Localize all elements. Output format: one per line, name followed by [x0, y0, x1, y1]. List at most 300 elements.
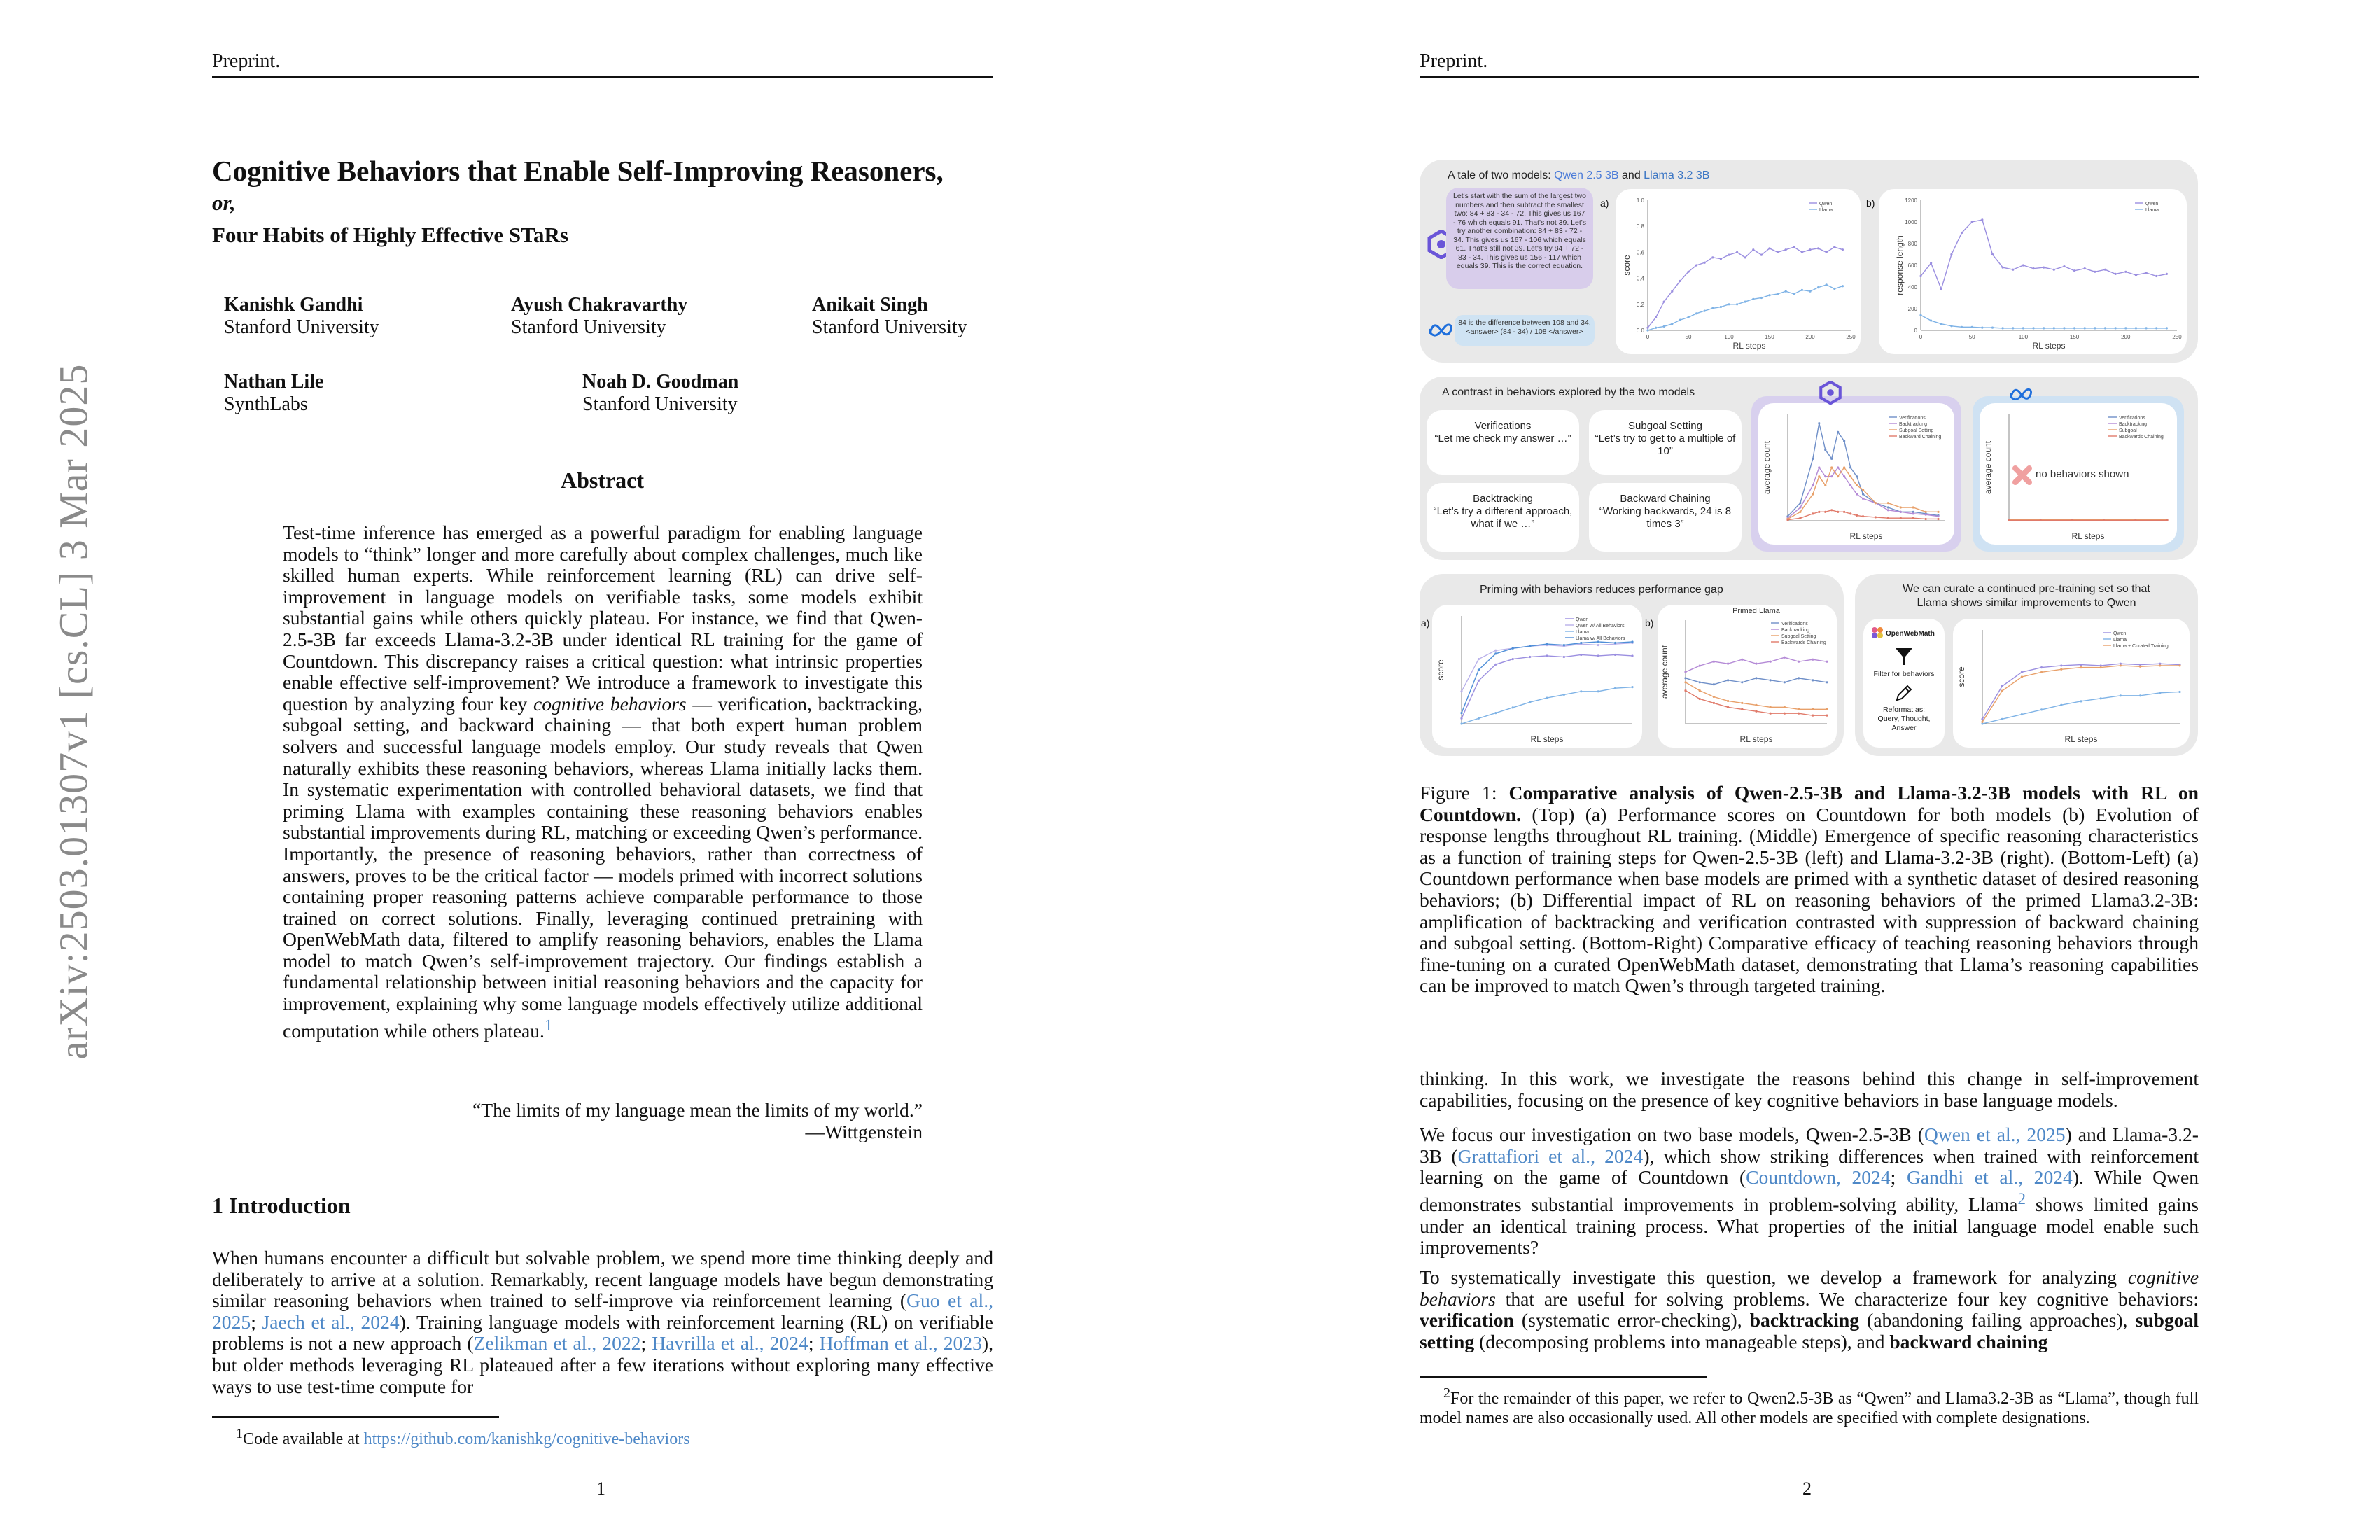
data-point — [2043, 267, 2045, 269]
data-point — [2084, 267, 2086, 270]
data-point — [1663, 326, 1665, 328]
data-point — [1512, 648, 1514, 650]
data-point — [1741, 659, 1743, 661]
y-tick-label: 1000 — [1905, 219, 1917, 225]
data-point — [1695, 312, 1698, 314]
reformat-label: Reformat as: Query, Thought, Answer — [1877, 706, 1931, 732]
citation-link[interactable]: Jaech et al., 2024 — [262, 1310, 400, 1333]
data-point — [1826, 251, 1828, 253]
data-point — [2060, 664, 2062, 666]
running-head: Preprint. — [212, 50, 281, 72]
data-point — [1830, 475, 1833, 477]
data-point — [1950, 325, 1952, 327]
citation-link[interactable]: Guo et al., 2025 — [212, 1289, 993, 1333]
data-point — [1887, 502, 1889, 504]
subfigure-label: b) — [1866, 197, 1875, 209]
x-tick-label: 0 — [1646, 334, 1650, 340]
paper-title: Cognitive Behaviors that Enable Self-Improving Reasoners, — [212, 155, 944, 187]
data-point — [1887, 509, 1889, 511]
data-point — [1646, 327, 1648, 329]
data-point — [1529, 701, 1531, 704]
data-point — [1912, 506, 1914, 508]
data-point — [1760, 297, 1763, 299]
data-point — [1801, 251, 1803, 253]
data-point — [1728, 303, 1730, 305]
paper-subtitle: Four Habits of Highly Effective STaRs — [212, 223, 568, 247]
response-length-chart-plot — [1879, 189, 2187, 354]
legend-entry: Qwen — [1819, 202, 1833, 206]
data-point — [1887, 506, 1889, 508]
data-point — [1798, 677, 1800, 679]
data-point — [1875, 502, 1877, 504]
data-point — [2080, 666, 2082, 668]
data-point — [1741, 708, 1743, 710]
data-point — [1704, 262, 1706, 264]
y-tick-label: 0.0 — [1636, 328, 1644, 334]
data-point — [1887, 517, 1889, 519]
data-point — [2178, 691, 2180, 693]
data-point — [1842, 285, 1844, 287]
panel-title: We can curate a continued pre-training set so that Llama shows similar improvements to Qwen — [1903, 583, 2150, 609]
data-point — [1812, 715, 1814, 717]
figure-1 — [1420, 160, 2198, 762]
curation-pipeline — [1863, 619, 1945, 748]
footnote: $^1$Code available at https://github.com/kanishkg/cognitive-behaviors — [236, 1426, 690, 1448]
epigraph: “The limits of my language mean the limits of my world.” —Wittgenstein — [472, 1099, 923, 1142]
behavior-card-verifications: Verifications “Let me check my answer …” — [1427, 410, 1579, 475]
data-point — [1736, 303, 1738, 305]
x-axis-label: RL steps — [2032, 341, 2066, 351]
citation-link[interactable]: Countdown, 2024 — [1746, 1166, 1891, 1189]
x-tick-label: 200 — [1805, 334, 1815, 340]
data-point — [1712, 307, 1714, 309]
y-tick-label: 0.8 — [1636, 223, 1644, 230]
data-point — [2040, 666, 2043, 668]
author: Kanishk Gandhi Stanford University — [224, 294, 379, 338]
data-point — [1546, 696, 1548, 699]
legend-entry: Llama + Curated Training — [2113, 644, 2169, 649]
paragraph: thinking. In this work, we investigate the reasons behind this change in self-improvement capabilities, focusing on the presence of key cognitive behaviors in base language models. — [1420, 1068, 2199, 1111]
data-point — [1793, 246, 1795, 248]
data-point — [1631, 640, 1633, 643]
behavior-card-subgoal: Subgoal Setting “Let’s try to get to a multiple of 10” — [1589, 410, 1742, 475]
data-point — [1785, 248, 1787, 251]
header-rule — [212, 76, 993, 78]
data-point — [1460, 718, 1462, 720]
data-point — [1833, 246, 1835, 248]
data-point — [1818, 422, 1820, 424]
data-point — [2135, 327, 2137, 329]
data-point — [1478, 680, 1480, 682]
data-point — [2060, 668, 2062, 671]
legend-entry: Qwen — [2146, 202, 2159, 206]
data-point — [1597, 690, 1600, 692]
data-point — [1900, 506, 1902, 508]
data-point — [1494, 650, 1497, 652]
x-tick-label: 250 — [2172, 334, 2182, 340]
data-point — [1460, 690, 1462, 692]
data-point — [1460, 712, 1462, 714]
data-point — [1824, 511, 1826, 513]
data-point — [1818, 511, 1820, 513]
author: Anikait Singh Stanford University — [812, 294, 967, 338]
data-point — [1580, 690, 1582, 692]
data-point — [1687, 271, 1689, 273]
filter-icon — [1894, 647, 1914, 666]
data-point — [2104, 327, 2106, 329]
data-point — [1768, 247, 1770, 249]
data-point — [1801, 289, 1803, 291]
data-point — [1862, 489, 1864, 491]
data-point — [2073, 270, 2076, 272]
y-axis-label: score — [1956, 666, 1966, 687]
data-point — [1736, 251, 1738, 253]
data-point — [2021, 713, 2023, 715]
data-point — [1925, 518, 1927, 520]
behavior-card-backtracking: Backtracking “Let’s try a different approach, what if we …” — [1427, 483, 1579, 552]
data-point — [1699, 665, 1701, 667]
data-point — [2135, 274, 2137, 276]
data-point — [1785, 290, 1787, 293]
data-point — [1818, 475, 1820, 477]
citation-link[interactable]: Gandhi et al., 2024 — [1906, 1166, 2073, 1189]
running-head: Preprint. — [1420, 50, 1488, 72]
data-point — [1837, 431, 1839, 433]
data-point — [1770, 713, 1772, 715]
data-point — [1687, 316, 1689, 318]
data-point — [1798, 713, 1800, 715]
response-length-chart — [1879, 189, 2187, 354]
primed-score-plot — [1432, 605, 1642, 748]
score-chart-plot — [1616, 189, 1861, 354]
data-point — [2124, 271, 2127, 273]
data-point — [1478, 658, 1480, 660]
pencil-icon — [1894, 683, 1914, 703]
page-number: 1 — [596, 1478, 606, 1499]
data-point — [1784, 657, 1786, 659]
series-line — [1648, 247, 1842, 328]
header-rule — [1420, 76, 2199, 78]
filter-label: Filter for behaviors — [1873, 670, 1935, 678]
data-point — [1856, 493, 1858, 495]
y-tick-label: 0 — [1914, 328, 1917, 334]
data-point — [2134, 519, 2136, 522]
data-point — [1684, 681, 1686, 683]
citation-link[interactable]: Grattafiori et al., 2024 — [1457, 1144, 1644, 1167]
data-point — [2084, 327, 2086, 329]
data-point — [1812, 659, 1814, 661]
page-number: 2 — [1802, 1478, 1812, 1499]
data-point — [1991, 327, 1994, 329]
y-axis-label: response length — [1895, 235, 1905, 295]
data-point — [1699, 698, 1701, 700]
primed-score-chart — [1432, 605, 1642, 748]
code-link[interactable]: https://github.com/kanishkg/cognitive-behaviors — [363, 1430, 690, 1448]
data-point — [1631, 654, 1633, 657]
x-tick-label: 100 — [1724, 334, 1734, 340]
legend-entry: Backtracking — [1782, 628, 1810, 633]
data-point — [1826, 661, 1828, 663]
data-point — [2166, 327, 2168, 329]
data-point — [1704, 310, 1706, 312]
data-point — [2001, 718, 2003, 720]
legend-entry: Llama — [2146, 208, 2160, 213]
x-tick-label: 150 — [1765, 334, 1774, 340]
data-point — [1799, 506, 1801, 508]
data-point — [1741, 702, 1743, 704]
data-point — [1812, 679, 1814, 681]
data-point — [1546, 654, 1548, 657]
data-point — [1793, 293, 1795, 295]
data-point — [2040, 671, 2043, 673]
arxiv-stamp: arXiv:2503.01307v1 [cs.CL] 3 Mar 2025 — [50, 363, 97, 1060]
x-axis-label: RL steps — [1732, 341, 1766, 351]
citation-link[interactable]: Hoffman et al., 2023 — [819, 1332, 982, 1354]
series-line — [1462, 642, 1632, 713]
data-point — [1826, 284, 1828, 286]
data-point — [1930, 262, 1932, 264]
data-point — [1713, 661, 1715, 663]
series-line — [1982, 692, 2180, 724]
curated-score-plot — [1953, 619, 2190, 748]
data-point — [1727, 679, 1729, 681]
series-line — [1462, 654, 1632, 718]
data-point — [1837, 511, 1839, 513]
data-point — [1512, 706, 1514, 708]
data-point — [1981, 327, 1983, 329]
data-point — [2159, 664, 2161, 666]
data-point — [1833, 288, 1835, 290]
data-point — [1826, 708, 1828, 710]
data-point — [1786, 519, 1788, 521]
data-point — [2094, 271, 2096, 273]
x-tick-label: 150 — [2069, 334, 2080, 340]
panel-curated-pretraining — [1855, 574, 2198, 756]
data-point — [1817, 247, 1819, 249]
data-point — [1809, 248, 1811, 251]
data-point — [1684, 671, 1686, 673]
data-point — [1849, 475, 1851, 477]
data-point — [1799, 502, 1801, 504]
data-point — [2002, 267, 2004, 269]
series-line — [1462, 643, 1632, 692]
qwen-response-bubble: Let's start with the sum of the largest two numbers and then subtract the smallest two: 84 + 83 - 34 - 72. This gives us 167 - 76 which equals 91. That's not 39. Let's try another combination: 84 + 83 - 72 - 34. This gives us 167 - 106 which equals 61. That's still not 39. Let's try 84 + 72 - 83 - 34. This gives us 156 - 117 which equals 39. This is the correct equation. — [1446, 188, 1593, 289]
data-point — [2145, 272, 2147, 274]
data-point — [2043, 327, 2045, 329]
data-point — [2120, 694, 2122, 696]
no-behaviors-label: no behaviors shown — [2036, 468, 2129, 480]
data-point — [1494, 712, 1497, 714]
data-point — [1925, 514, 1927, 516]
y-tick-label: 1200 — [1905, 197, 1917, 204]
data-point — [2012, 269, 2014, 271]
y-tick-label: 200 — [1907, 306, 1917, 312]
data-point — [2008, 519, 2010, 522]
legend-entry: Backwards Chaining — [2119, 435, 2164, 440]
series-line — [1982, 664, 2180, 719]
x-axis-label: RL steps — [2064, 734, 2098, 744]
legend-entry: Llama — [2113, 638, 2127, 643]
data-point — [1830, 458, 1833, 460]
data-point — [1563, 656, 1565, 658]
data-point — [2120, 664, 2122, 666]
data-point — [1478, 718, 1480, 720]
data-point — [1849, 484, 1851, 486]
data-point — [2053, 269, 2055, 271]
data-point — [1713, 702, 1715, 704]
data-point — [1919, 275, 1921, 277]
qwen-behaviors-chart — [1758, 403, 1954, 545]
behavior-card-backward-chaining: Backward Chaining “Working backwards, 24 is 8 times 3” — [1589, 483, 1742, 552]
data-point — [1529, 645, 1531, 648]
y-tick-label: 0.6 — [1636, 249, 1644, 256]
data-point — [1937, 518, 1939, 520]
x-tick-label: 0 — [1919, 334, 1923, 340]
data-point — [2063, 265, 2065, 267]
qwen-logo-icon — [1819, 381, 1842, 405]
x-tick-label: 50 — [1685, 334, 1692, 340]
data-point — [1812, 458, 1814, 460]
data-point — [1768, 294, 1770, 296]
data-point — [1849, 512, 1851, 514]
data-point — [1862, 515, 1864, 517]
x-axis-label: RL steps — [2071, 531, 2105, 541]
data-point — [1812, 512, 1814, 514]
intro-paragraph: When humans encounter a difficult but solvable problem, we spend more time thinking deeply and deliberately to arrive at a solution. Remarkably, recent language models have begun demonstrating similar reasoning behaviors when trained to self-improve via reinforcement learning (Guo et al., 2025; Jaech et al., 2024). Training language models with reinforcement learning (RL) on verifiable problems is not a new approach (Zelikman et al., 2022; Havrilla et al., 2024; Hoffman et al., 2023), but older methods leveraging RL plateaued after a few iterations without exploring many effective ways to use test-time compute for — [212, 1247, 993, 1397]
paper-title-or: or, — [212, 190, 236, 215]
legend-entry: Llama w/ All Behaviors — [1576, 636, 1625, 641]
meta-logo-icon — [2009, 386, 2033, 402]
data-point — [1712, 256, 1714, 258]
data-point — [1849, 466, 1851, 468]
data-point — [1720, 306, 1722, 308]
legend-entry: Verifications — [1782, 622, 1808, 626]
data-point — [1843, 466, 1845, 468]
data-point — [2166, 519, 2168, 522]
y-tick-label: 800 — [1907, 241, 1917, 247]
score-chart — [1616, 189, 1861, 354]
data-point — [1824, 449, 1826, 451]
data-point — [1580, 642, 1582, 644]
data-point — [1830, 466, 1833, 468]
data-point — [1597, 654, 1600, 657]
data-point — [1991, 253, 1994, 255]
data-point — [1614, 687, 1616, 690]
data-point — [1770, 661, 1772, 663]
data-point — [2040, 519, 2042, 522]
data-point — [2012, 327, 2014, 329]
data-point — [1478, 668, 1480, 671]
data-point — [1812, 493, 1814, 495]
data-point — [1856, 475, 1858, 477]
data-point — [1919, 314, 1921, 316]
citation-link[interactable]: Havrilla et al., 2024 — [652, 1332, 808, 1354]
data-point — [1937, 511, 1939, 513]
data-point — [1755, 677, 1757, 679]
footnote-ref[interactable]: 1 — [544, 1016, 553, 1034]
y-tick-label: 0.2 — [1636, 301, 1644, 308]
data-point — [1862, 498, 1864, 500]
legend-entry: Backtracking — [1899, 422, 1928, 427]
panel-tale-of-two-models — [1420, 160, 2198, 363]
chart-title: Primed Llama — [1732, 607, 1780, 615]
series-line — [1462, 687, 1632, 724]
data-point — [1799, 511, 1801, 513]
data-point — [1614, 654, 1616, 656]
data-point — [1971, 326, 1973, 328]
data-point — [2063, 327, 2065, 329]
x-axis-label: RL steps — [1740, 734, 1773, 744]
data-point — [2139, 666, 2141, 668]
data-point — [2022, 264, 2024, 266]
data-point — [2155, 275, 2157, 277]
citation-link[interactable]: Qwen et al., 2025 — [1924, 1124, 2066, 1145]
data-point — [1494, 652, 1497, 654]
panel-title: A contrast in behaviors explored by the two models — [1442, 386, 1695, 398]
data-point — [1940, 323, 1942, 325]
data-point — [1862, 493, 1864, 495]
data-point — [1563, 694, 1565, 696]
data-point — [1770, 679, 1772, 681]
data-point — [1512, 658, 1514, 660]
data-point — [1684, 677, 1686, 679]
data-point — [2021, 671, 2023, 673]
data-point — [1777, 293, 1779, 295]
citation-link[interactable]: Zelikman et al., 2022 — [473, 1332, 641, 1354]
data-point — [1777, 251, 1779, 253]
x-tick-label: 50 — [1968, 334, 1975, 340]
subfigure-label: a) — [1421, 617, 1430, 629]
data-point — [1770, 706, 1772, 708]
openwebmath-label: OpenWebMath — [1886, 630, 1935, 638]
legend-entry: Subgoal Setting — [1782, 634, 1816, 639]
footnote-ref[interactable]: 2 — [2017, 1189, 2026, 1208]
legend-entry: Backward Chaining — [1899, 435, 1942, 440]
data-point — [1546, 643, 1548, 645]
data-point — [1713, 696, 1715, 698]
meta-logo-icon — [1428, 322, 1453, 337]
legend-entry: Backtracking — [2119, 422, 2148, 427]
data-point — [1799, 517, 1801, 519]
data-point — [1755, 663, 1757, 665]
data-point — [2022, 327, 2024, 329]
data-point — [2104, 269, 2106, 271]
data-point — [2155, 327, 2157, 329]
data-point — [1614, 642, 1616, 644]
y-tick-label: 600 — [1907, 262, 1917, 269]
data-point — [2071, 519, 2073, 522]
data-point — [1812, 484, 1814, 486]
data-point — [1728, 254, 1730, 256]
data-point — [1961, 326, 1963, 328]
author: Noah D. Goodman Stanford University — [582, 371, 739, 415]
data-point — [1597, 644, 1600, 646]
data-point — [1655, 327, 1657, 329]
panel-behaviors-contrast — [1420, 377, 2198, 560]
data-point — [1727, 700, 1729, 702]
data-point — [1900, 517, 1902, 519]
data-point — [1679, 280, 1681, 282]
data-point — [1563, 644, 1565, 646]
panel-title: Priming with behaviors reduces performance gap — [1480, 584, 1723, 596]
section-heading: 1 Introduction — [212, 1193, 351, 1218]
x-axis-label: RL steps — [1530, 734, 1564, 744]
panel-title: A tale of two models: Qwen 2.5 3B and Llama 3.2 3B — [1448, 169, 1710, 181]
data-point — [1856, 514, 1858, 517]
data-point — [1631, 686, 1633, 688]
data-point — [1925, 511, 1927, 513]
data-point — [1981, 721, 1983, 723]
